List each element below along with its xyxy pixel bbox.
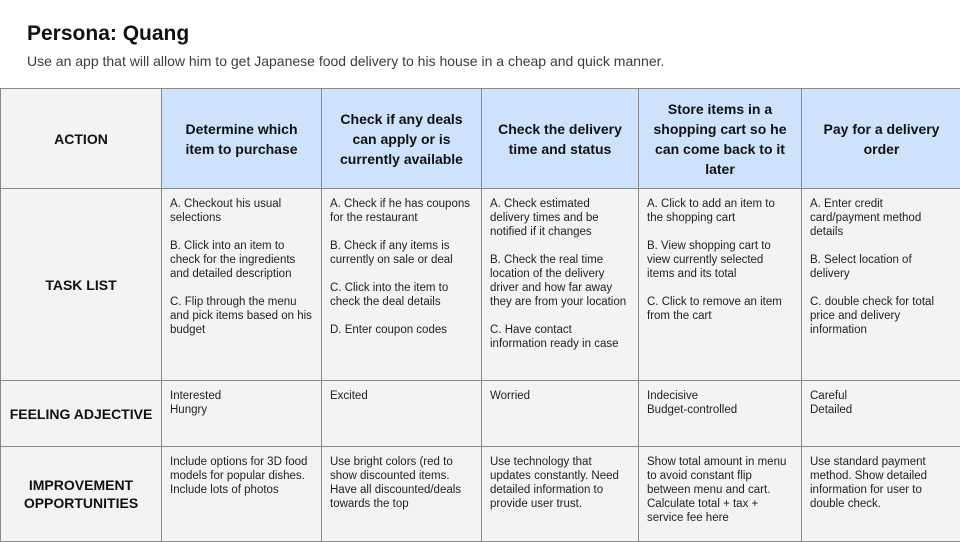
task-item: C. double check for total price and delivery information bbox=[810, 295, 953, 337]
feeling-word: Indecisive bbox=[647, 389, 793, 403]
persona-title: Persona: Quang bbox=[27, 22, 189, 46]
stage-action: Check the delivery time and status bbox=[482, 89, 639, 189]
feeling-cell bbox=[639, 381, 802, 447]
stage-action: Pay for a delivery order bbox=[802, 89, 960, 189]
feeling-cell bbox=[802, 381, 960, 447]
stage-action: Store items in a shopping cart so he can come back to it later bbox=[639, 89, 802, 189]
feeling-word: Interested bbox=[170, 389, 313, 403]
task-item: B. Check if any items is currently on sale or deal bbox=[330, 239, 473, 267]
stage-action: Determine which item to purchase bbox=[162, 89, 322, 189]
improvement-row bbox=[1, 447, 960, 542]
task-item: B. Click into an item to check for the ingredients and detailed description bbox=[170, 239, 313, 281]
persona-goal: Use an app that will allow him to get Japanese food delivery to his house in a cheap and quick manner. bbox=[27, 53, 664, 69]
feeling-cell bbox=[482, 381, 639, 447]
row-header-improvement: IMPROVEMENT OPPORTUNITIES bbox=[1, 447, 162, 542]
action-row bbox=[1, 89, 960, 189]
row-header-action: ACTION bbox=[1, 89, 162, 189]
task-item: C. Click to remove an item from the cart bbox=[647, 295, 793, 323]
task-list-cell bbox=[322, 189, 482, 381]
task-item: B. Check the real time location of the delivery driver and how far away they are from your location bbox=[490, 253, 630, 309]
feeling-cell bbox=[162, 381, 322, 447]
task-item: D. Enter coupon codes bbox=[330, 323, 473, 337]
feeling-word: Detailed bbox=[810, 403, 953, 417]
task-item: A. Check estimated delivery times and be notified if it changes bbox=[490, 197, 630, 239]
improvement-cell: Use technology that updates constantly. Need detailed information to provide user trust. bbox=[482, 447, 639, 542]
feeling-cell bbox=[322, 381, 482, 447]
task-item: A. Click to add an item to the shopping cart bbox=[647, 197, 793, 225]
task-list-row bbox=[1, 189, 960, 381]
task-item: C. Click into the item to check the deal details bbox=[330, 281, 473, 309]
task-item: A. Checkout his usual selections bbox=[170, 197, 313, 225]
task-item: B. Select location of delivery bbox=[810, 253, 953, 281]
task-item: C. Have contact information ready in case bbox=[490, 323, 630, 351]
task-list-cell bbox=[802, 189, 960, 381]
task-list-cell bbox=[482, 189, 639, 381]
task-list-cell bbox=[162, 189, 322, 381]
task-item: A. Check if he has coupons for the restaurant bbox=[330, 197, 473, 225]
improvement-cell: Use standard payment method. Show detailed information for user to double check. bbox=[802, 447, 960, 542]
journey-map-table bbox=[0, 88, 960, 542]
feeling-word: Budget-controlled bbox=[647, 403, 793, 417]
task-list-cell bbox=[639, 189, 802, 381]
task-item: A. Enter credit card/payment method details bbox=[810, 197, 953, 239]
feeling-word: Careful bbox=[810, 389, 953, 403]
improvement-cell: Show total amount in menu to avoid constant flip between menu and cart. Calculate total + tax + service fee here bbox=[639, 447, 802, 542]
improvement-cell: Include options for 3D food models for popular dishes. Include lots of photos bbox=[162, 447, 322, 542]
row-header-task-list: TASK LIST bbox=[1, 189, 162, 381]
stage-action: Check if any deals can apply or is currently available bbox=[322, 89, 482, 189]
row-header-feeling: FEELING ADJECTIVE bbox=[1, 381, 162, 447]
task-item: C. Flip through the menu and pick items based on his budget bbox=[170, 295, 313, 337]
feeling-row bbox=[1, 381, 960, 447]
feeling-word: Worried bbox=[490, 389, 630, 403]
feeling-word: Excited bbox=[330, 389, 473, 403]
improvement-cell: Use bright colors (red to show discounted items. Have all discounted/deals towards the top bbox=[322, 447, 482, 542]
task-item: B. View shopping cart to view currently selected items and its total bbox=[647, 239, 793, 281]
feeling-word: Hungry bbox=[170, 403, 313, 417]
